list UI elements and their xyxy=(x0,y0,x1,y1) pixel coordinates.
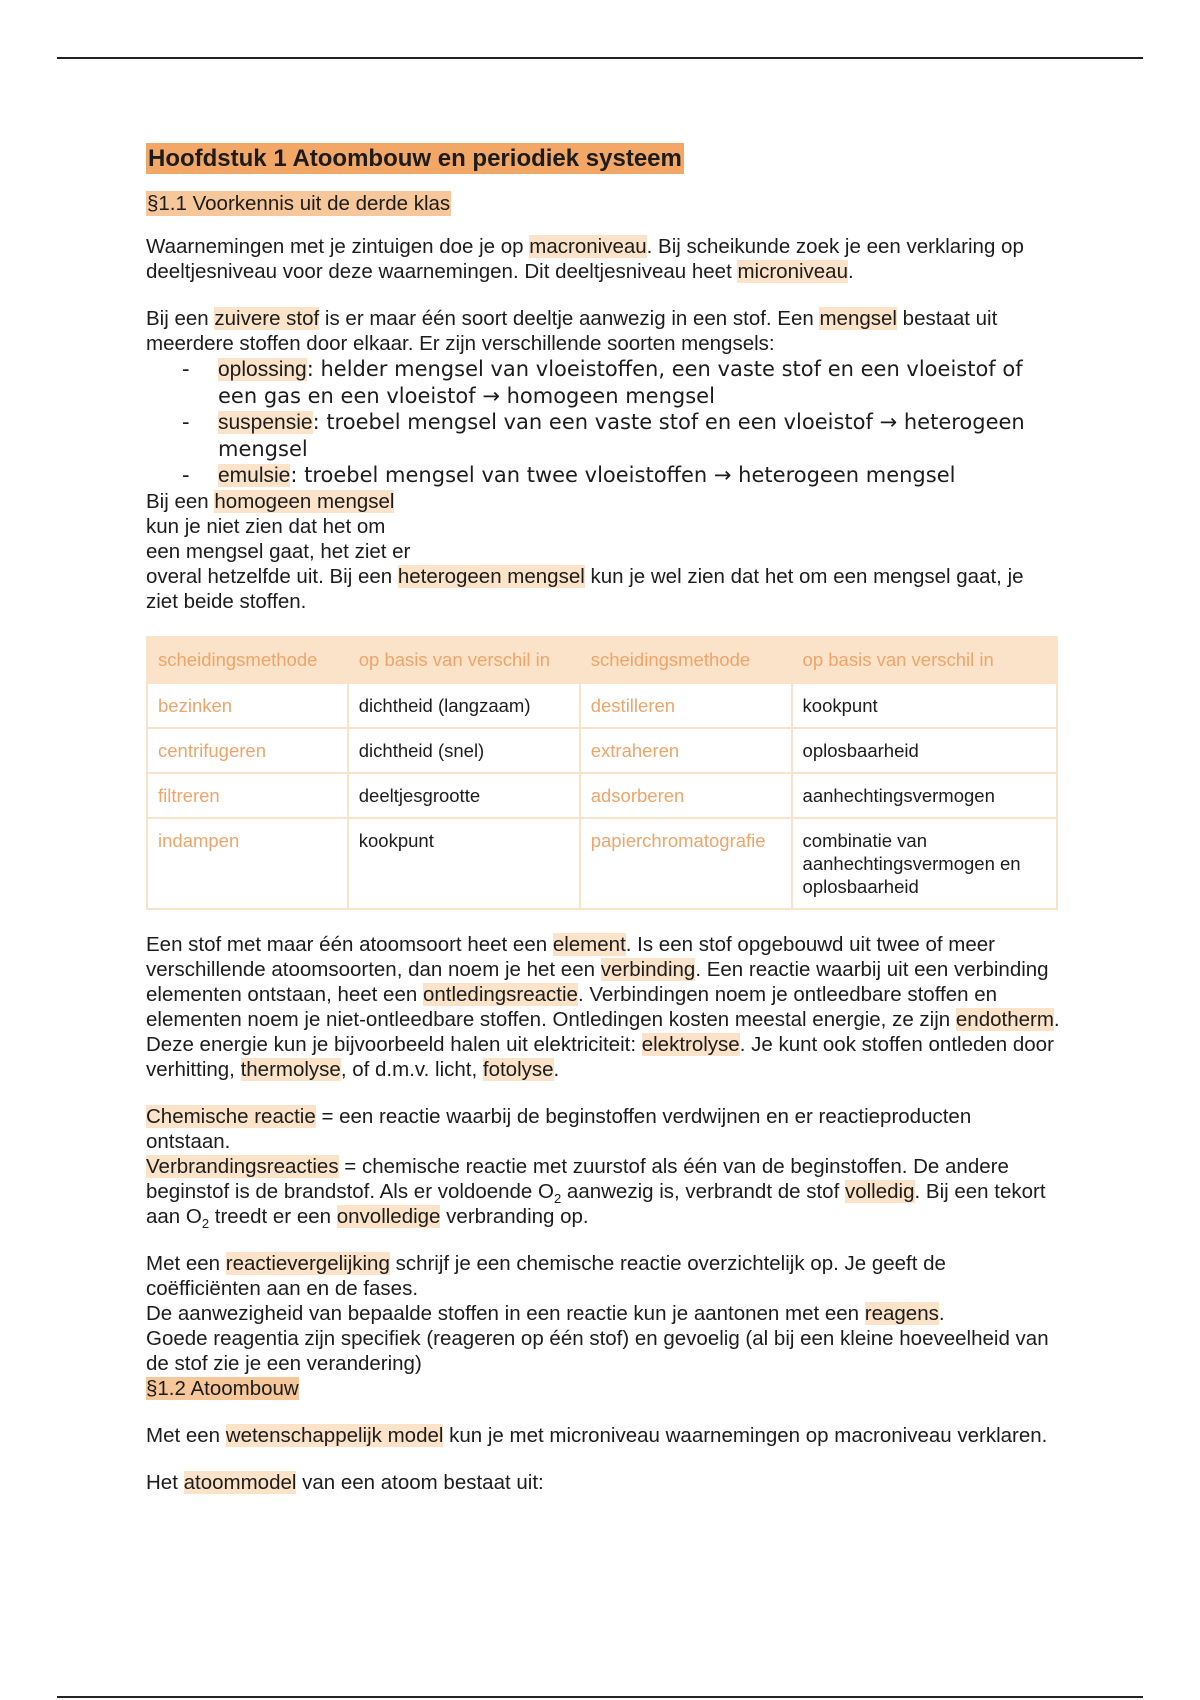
keyword-element: element xyxy=(552,933,626,956)
keyword-emulsie: emulsie xyxy=(218,464,291,487)
table-row xyxy=(147,818,1057,909)
keyword-verbrandingsreacties: Verbrandingsreacties xyxy=(146,1155,339,1178)
column-header: scheidingsmethode xyxy=(147,637,348,683)
top-rule xyxy=(57,57,1143,59)
paragraph-chemische-reactie: Chemische reactie = een reactie waarbij de beginstoffen verdwijnen en er reactieproducten ontstaan. xyxy=(146,1105,972,1153)
paragraph-verbranding: Verbrandingsreacties = chemische reactie met zuurstof als één van de beginstoffen. De andere beginstof is de brandstof. Als er voldoende $O_2$ aanwezig is, verbrandt de stof volledig. Bij een tekort aan $O_2$ treedt er een onvolledige verbranding op. xyxy=(146,1155,1046,1232)
basis-cell: kookpunt xyxy=(348,818,580,909)
section-heading-1-1: §1.1 Voorkennis uit de derde klas xyxy=(147,192,451,215)
list-item: - suspensie: troebel mengsel van een vaste stof en een vloeistof → heterogeen mengsel xyxy=(182,410,1025,461)
keyword-volledig: volledig xyxy=(844,1180,915,1203)
paragraph-macro-micro: Waarnemingen met je zintuigen doe je op macroniveau. Bij scheikunde zoek je een verklaring op deeltjesniveau voor deze waarnemingen. Dit deeltjesniveau heet microniveau. xyxy=(146,235,1024,283)
method-cell: destilleren xyxy=(580,683,792,728)
keyword-oplossing: oplossing xyxy=(218,358,307,381)
keyword-suspensie: suspensie xyxy=(218,411,313,434)
keyword-heterogeen-mengsel: heterogeen mengsel xyxy=(397,565,585,588)
paragraph-atoommodel: Het atoommodel van een atoom bestaat uit: xyxy=(146,1471,544,1494)
basis-cell: aanhechtingsvermogen xyxy=(792,773,1057,818)
method-cell: indampen xyxy=(147,818,348,909)
mixture-list xyxy=(146,356,1061,489)
paragraph-reagentia: Goede reagentia zijn specifiek (reageren op één stof) en gevoelig (al bij een kleine hoeveelheid van de stof zie je een verandering) xyxy=(146,1327,1049,1375)
table-header-row xyxy=(147,637,1057,683)
basis-cell: oplosbaarheid xyxy=(792,728,1057,773)
paragraph-reactievergelijking: Met een reactievergelijking schrijf je een chemische reactie overzichtelijk op. Je geeft de coëfficiënten aan en de fases. xyxy=(146,1252,946,1300)
column-header: op basis van verschil in xyxy=(792,637,1057,683)
paragraph-element-verbinding: Een stof met maar één atoomsoort heet een element. Is een stof opgebouwd uit twee of meer verschillende atoomsoorten, dan noem je het een verbinding. Een reactie waarbij uit een verbinding elementen ontstaan, heet een ontledingsreactie. Verbindingen noem je ontleedbare stoffen en elementen noem je niet-ontleedbare stoffen. Ontledingen kosten meestal energie, ze zijn endotherm. Deze energie kun je bijvoorbeeld halen uit elektriciteit: elektrolyse. Je kunt ook stoffen ontleden door verhitting, thermolyse, of d.m.v. licht, fotolyse. xyxy=(146,933,1060,1081)
keyword-fotolyse: fotolyse xyxy=(482,1058,554,1081)
bottom-rule xyxy=(57,1696,1143,1698)
keyword-verbinding: verbinding xyxy=(600,958,696,981)
column-header: op basis van verschil in xyxy=(348,637,580,683)
list-item: - oplossing: helder mengsel van vloeistoffen, een vaste stof en een vloeistof of een gas en een vloeistof → homogeen mengsel xyxy=(182,357,1023,408)
keyword-chemische-reactie: Chemische reactie xyxy=(146,1105,316,1128)
paragraph-reagens: De aanwezigheid van bepaalde stoffen in een reactie kun je aantonen met een reagens. xyxy=(146,1302,945,1325)
keyword-onvolledige: onvolledige xyxy=(336,1205,441,1228)
paragraph-homogeen-heterogeen: Bij een homogeen mengsel kun je niet zien dat het om een mengsel gaat, het ziet er overal hetzelfde uit. Bij een heterogeen mengsel kun je wel zien dat het om een mengsel gaat, je ziet beide stoffen. xyxy=(146,490,1024,613)
method-cell: centrifugeren xyxy=(147,728,348,773)
method-cell: bezinken xyxy=(147,683,348,728)
method-cell: papierchromatografie xyxy=(580,818,792,909)
keyword-zuivere-stof: zuivere stof xyxy=(214,307,320,330)
keyword-thermolyse: thermolyse xyxy=(240,1058,341,1081)
separation-methods-table xyxy=(146,636,1058,910)
keyword-homogeen-mengsel: homogeen mengsel xyxy=(214,490,395,513)
keyword-elektrolyse: elektrolyse xyxy=(641,1033,740,1056)
keyword-reagens: reagens xyxy=(864,1302,939,1325)
method-cell: adsorberen xyxy=(580,773,792,818)
keyword-macroniveau: macroniveau xyxy=(529,235,647,258)
keyword-atoommodel: atoommodel xyxy=(183,1471,297,1494)
basis-cell: combinatie van aanhechtingsvermogen en oplosbaarheid xyxy=(792,818,1057,909)
table-row xyxy=(147,773,1057,818)
basis-cell: deeltjesgrootte xyxy=(348,773,580,818)
basis-cell: dichtheid (langzaam) xyxy=(348,683,580,728)
section-heading-1-2: §1.2 Atoombouw xyxy=(146,1377,299,1400)
method-cell: extraheren xyxy=(580,728,792,773)
method-cell: filtreren xyxy=(147,773,348,818)
basis-cell: kookpunt xyxy=(792,683,1057,728)
table-row xyxy=(147,683,1057,728)
paragraph-wetenschappelijk-model: Met een wetenschappelijk model kun je met microniveau waarnemingen op macroniveau verklaren. xyxy=(146,1424,1048,1447)
keyword-wetenschappelijk-model: wetenschappelijk model xyxy=(225,1424,444,1447)
list-item: - emulsie: troebel mengsel van twee vloeistoffen → heterogeen mengsel xyxy=(182,463,956,487)
paragraph-zuivere-stof: Bij een zuivere stof is er maar één soort deeltje aanwezig in een stof. Een mengsel bestaat uit meerdere stoffen door elkaar. Er zijn verschillende soorten mengsels: xyxy=(146,307,998,355)
column-header: scheidingsmethode xyxy=(580,637,792,683)
keyword-mengsel: mengsel xyxy=(819,307,897,330)
document-body xyxy=(146,142,1061,1495)
keyword-microniveau: microniveau xyxy=(737,260,848,283)
basis-cell: dichtheid (snel) xyxy=(348,728,580,773)
chapter-title: Hoofdstuk 1 Atoombouw en periodiek systeem xyxy=(148,145,682,172)
table-row xyxy=(147,728,1057,773)
keyword-reactievergelijking: reactievergelijking xyxy=(225,1252,390,1275)
keyword-endotherm: endotherm xyxy=(955,1008,1054,1031)
keyword-ontledingsreactie: ontledingsreactie xyxy=(422,983,578,1006)
